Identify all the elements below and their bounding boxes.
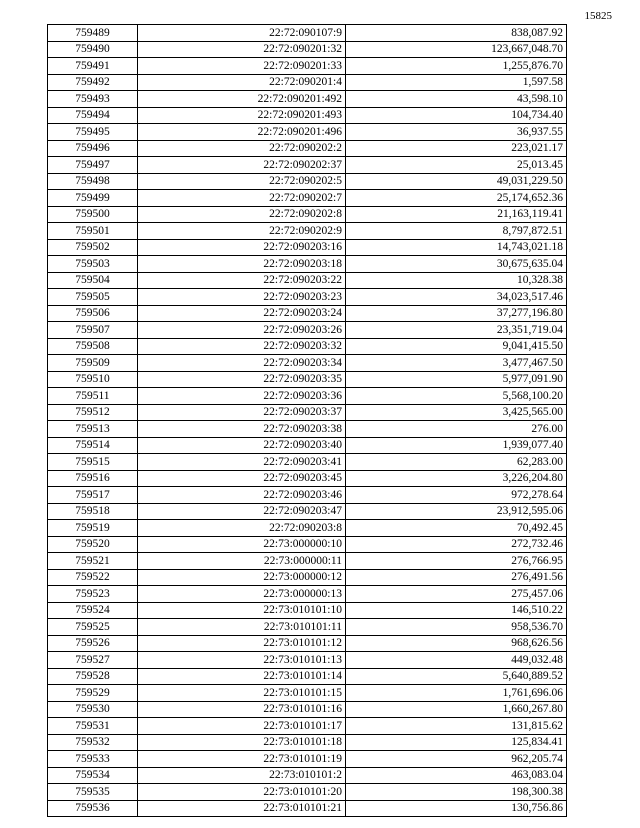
table-row xyxy=(48,586,567,603)
amount-cell: 972,278.64 xyxy=(346,487,567,504)
amount-cell: 36,937.55 xyxy=(346,124,567,141)
amount-cell: 5,977,091.90 xyxy=(346,371,567,388)
row-id-cell: 759519 xyxy=(48,520,138,537)
row-id-cell: 759497 xyxy=(48,157,138,174)
amount-cell: 123,667,048.70 xyxy=(346,41,567,58)
cadastral-number-cell: 22:72:090202:5 xyxy=(138,173,346,190)
table-row xyxy=(48,404,567,421)
amount-cell: 5,568,100.20 xyxy=(346,388,567,405)
row-id-cell: 759524 xyxy=(48,602,138,619)
table-row xyxy=(48,800,567,817)
cadastral-number-cell: 22:72:090203:46 xyxy=(138,487,346,504)
row-id-cell: 759535 xyxy=(48,784,138,801)
cadastral-number-cell: 22:72:090203:22 xyxy=(138,272,346,289)
table-row xyxy=(48,619,567,636)
row-id-cell: 759496 xyxy=(48,140,138,157)
cadastral-number-cell: 22:72:090203:47 xyxy=(138,503,346,520)
cadastral-number-cell: 22:72:090201:33 xyxy=(138,58,346,75)
table-row xyxy=(48,668,567,685)
row-id-cell: 759522 xyxy=(48,569,138,586)
cadastral-number-cell: 22:72:090202:9 xyxy=(138,223,346,240)
row-id-cell: 759529 xyxy=(48,685,138,702)
cadastral-number-cell: 22:73:010101:11 xyxy=(138,619,346,636)
table-row xyxy=(48,437,567,454)
table-row xyxy=(48,536,567,553)
table-row xyxy=(48,173,567,190)
row-id-cell: 759490 xyxy=(48,41,138,58)
cadastral-number-cell: 22:73:010101:12 xyxy=(138,635,346,652)
table-body xyxy=(48,25,567,817)
table-row xyxy=(48,569,567,586)
table-row xyxy=(48,718,567,735)
amount-cell: 962,205.74 xyxy=(346,751,567,768)
amount-cell: 276.00 xyxy=(346,421,567,438)
amount-cell: 276,766.95 xyxy=(346,553,567,570)
cadastral-number-cell: 22:72:090203:32 xyxy=(138,338,346,355)
amount-cell: 10,328.38 xyxy=(346,272,567,289)
table-row xyxy=(48,58,567,75)
cadastral-number-cell: 22:72:090201:496 xyxy=(138,124,346,141)
page-number: 15825 xyxy=(584,10,612,22)
table-row xyxy=(48,652,567,669)
row-id-cell: 759523 xyxy=(48,586,138,603)
amount-cell: 3,425,565.00 xyxy=(346,404,567,421)
amount-cell: 21,163,119.41 xyxy=(346,206,567,223)
row-id-cell: 759492 xyxy=(48,74,138,91)
cadastral-number-cell: 22:72:090203:38 xyxy=(138,421,346,438)
cadastral-number-cell: 22:72:090202:2 xyxy=(138,140,346,157)
cadastral-number-cell: 22:73:010101:21 xyxy=(138,800,346,817)
amount-cell: 223,021.17 xyxy=(346,140,567,157)
amount-cell: 49,031,229.50 xyxy=(346,173,567,190)
cadastral-number-cell: 22:72:090203:23 xyxy=(138,289,346,306)
amount-cell: 1,660,267.80 xyxy=(346,701,567,718)
cadastral-number-cell: 22:72:090201:492 xyxy=(138,91,346,108)
table-row xyxy=(48,272,567,289)
amount-cell: 1,597.58 xyxy=(346,74,567,91)
amount-cell: 1,255,876.70 xyxy=(346,58,567,75)
amount-cell: 14,743,021.18 xyxy=(346,239,567,256)
row-id-cell: 759531 xyxy=(48,718,138,735)
row-id-cell: 759512 xyxy=(48,404,138,421)
row-id-cell: 759508 xyxy=(48,338,138,355)
table-row xyxy=(48,355,567,372)
cadastral-number-cell: 22:73:010101:13 xyxy=(138,652,346,669)
row-id-cell: 759530 xyxy=(48,701,138,718)
cadastral-number-cell: 22:72:090202:37 xyxy=(138,157,346,174)
row-id-cell: 759520 xyxy=(48,536,138,553)
row-id-cell: 759507 xyxy=(48,322,138,339)
row-id-cell: 759504 xyxy=(48,272,138,289)
table-row xyxy=(48,421,567,438)
table-row xyxy=(48,685,567,702)
table-row xyxy=(48,388,567,405)
amount-cell: 34,023,517.46 xyxy=(346,289,567,306)
row-id-cell: 759527 xyxy=(48,652,138,669)
cadastral-number-cell: 22:72:090203:8 xyxy=(138,520,346,537)
amount-cell: 449,032.48 xyxy=(346,652,567,669)
row-id-cell: 759511 xyxy=(48,388,138,405)
amount-cell: 23,912,595.06 xyxy=(346,503,567,520)
row-id-cell: 759516 xyxy=(48,470,138,487)
cadastral-number-cell: 22:73:010101:20 xyxy=(138,784,346,801)
table-row xyxy=(48,503,567,520)
table-row xyxy=(48,305,567,322)
amount-cell: 25,013.45 xyxy=(346,157,567,174)
cadastral-number-cell: 22:72:090203:24 xyxy=(138,305,346,322)
row-id-cell: 759515 xyxy=(48,454,138,471)
table-row xyxy=(48,487,567,504)
amount-cell: 9,041,415.50 xyxy=(346,338,567,355)
table-row xyxy=(48,701,567,718)
row-id-cell: 759521 xyxy=(48,553,138,570)
amount-cell: 104,734.40 xyxy=(346,107,567,124)
row-id-cell: 759503 xyxy=(48,256,138,273)
amount-cell: 3,226,204.80 xyxy=(346,470,567,487)
amount-cell: 5,640,889.52 xyxy=(346,668,567,685)
cadastral-number-cell: 22:72:090203:40 xyxy=(138,437,346,454)
row-id-cell: 759517 xyxy=(48,487,138,504)
amount-cell: 1,939,077.40 xyxy=(346,437,567,454)
table-row xyxy=(48,74,567,91)
amount-cell: 43,598.10 xyxy=(346,91,567,108)
cadastral-number-cell: 22:73:010101:16 xyxy=(138,701,346,718)
amount-cell: 275,457.06 xyxy=(346,586,567,603)
row-id-cell: 759526 xyxy=(48,635,138,652)
row-id-cell: 759536 xyxy=(48,800,138,817)
table-row xyxy=(48,338,567,355)
amount-cell: 30,675,635.04 xyxy=(346,256,567,273)
table-row xyxy=(48,206,567,223)
table-row xyxy=(48,223,567,240)
amount-cell: 70,492.45 xyxy=(346,520,567,537)
row-id-cell: 759509 xyxy=(48,355,138,372)
row-id-cell: 759495 xyxy=(48,124,138,141)
table-row xyxy=(48,140,567,157)
table-row xyxy=(48,454,567,471)
amount-cell: 838,087.92 xyxy=(346,25,567,42)
cadastral-number-cell: 22:72:090203:45 xyxy=(138,470,346,487)
table-row xyxy=(48,289,567,306)
cadastral-number-cell: 22:73:010101:2 xyxy=(138,767,346,784)
cadastral-number-cell: 22:72:090201:4 xyxy=(138,74,346,91)
table-row xyxy=(48,767,567,784)
amount-cell: 1,761,696.06 xyxy=(346,685,567,702)
table-row xyxy=(48,520,567,537)
table-row xyxy=(48,602,567,619)
row-id-cell: 759518 xyxy=(48,503,138,520)
amount-cell: 62,283.00 xyxy=(346,454,567,471)
cadastral-number-cell: 22:73:010101:14 xyxy=(138,668,346,685)
amount-cell: 276,491.56 xyxy=(346,569,567,586)
amount-cell: 25,174,652.36 xyxy=(346,190,567,207)
cadastral-number-cell: 22:72:090201:493 xyxy=(138,107,346,124)
row-id-cell: 759498 xyxy=(48,173,138,190)
cadastral-number-cell: 22:72:090203:26 xyxy=(138,322,346,339)
cadastral-number-cell: 22:72:090203:18 xyxy=(138,256,346,273)
row-id-cell: 759510 xyxy=(48,371,138,388)
row-id-cell: 759533 xyxy=(48,751,138,768)
cadastral-number-cell: 22:73:000000:13 xyxy=(138,586,346,603)
cadastral-number-cell: 22:73:010101:17 xyxy=(138,718,346,735)
amount-cell: 146,510.22 xyxy=(346,602,567,619)
table-row xyxy=(48,734,567,751)
table-row xyxy=(48,784,567,801)
table-row xyxy=(48,635,567,652)
table-row xyxy=(48,256,567,273)
row-id-cell: 759499 xyxy=(48,190,138,207)
row-id-cell: 759505 xyxy=(48,289,138,306)
amount-cell: 37,277,196.80 xyxy=(346,305,567,322)
cadastral-number-cell: 22:72:090202:7 xyxy=(138,190,346,207)
table-row xyxy=(48,91,567,108)
table-row xyxy=(48,190,567,207)
cadastral-number-cell: 22:72:090203:37 xyxy=(138,404,346,421)
table-row xyxy=(48,239,567,256)
amount-cell: 968,626.56 xyxy=(346,635,567,652)
cadastral-number-cell: 22:72:090203:36 xyxy=(138,388,346,405)
table-row xyxy=(48,124,567,141)
cadastral-number-cell: 22:72:090203:16 xyxy=(138,239,346,256)
row-id-cell: 759528 xyxy=(48,668,138,685)
row-id-cell: 759534 xyxy=(48,767,138,784)
row-id-cell: 759532 xyxy=(48,734,138,751)
amount-cell: 3,477,467.50 xyxy=(346,355,567,372)
cadastral-number-cell: 22:73:010101:15 xyxy=(138,685,346,702)
table-row xyxy=(48,25,567,42)
cadastral-number-cell: 22:73:000000:11 xyxy=(138,553,346,570)
cadastral-number-cell: 22:73:000000:12 xyxy=(138,569,346,586)
cadastral-table xyxy=(47,24,567,817)
table-row xyxy=(48,470,567,487)
table-row xyxy=(48,107,567,124)
amount-cell: 198,300.38 xyxy=(346,784,567,801)
row-id-cell: 759513 xyxy=(48,421,138,438)
table-row xyxy=(48,553,567,570)
cadastral-number-cell: 22:72:090203:34 xyxy=(138,355,346,372)
amount-cell: 8,797,872.51 xyxy=(346,223,567,240)
cadastral-number-cell: 22:73:000000:10 xyxy=(138,536,346,553)
row-id-cell: 759514 xyxy=(48,437,138,454)
row-id-cell: 759491 xyxy=(48,58,138,75)
cadastral-number-cell: 22:72:090107:9 xyxy=(138,25,346,42)
amount-cell: 23,351,719.04 xyxy=(346,322,567,339)
row-id-cell: 759502 xyxy=(48,239,138,256)
cadastral-number-cell: 22:72:090202:8 xyxy=(138,206,346,223)
row-id-cell: 759506 xyxy=(48,305,138,322)
table-row xyxy=(48,41,567,58)
cadastral-number-cell: 22:72:090203:35 xyxy=(138,371,346,388)
cadastral-number-cell: 22:73:010101:19 xyxy=(138,751,346,768)
amount-cell: 130,756.86 xyxy=(346,800,567,817)
row-id-cell: 759494 xyxy=(48,107,138,124)
table-row xyxy=(48,322,567,339)
cadastral-number-cell: 22:73:010101:10 xyxy=(138,602,346,619)
table-row xyxy=(48,751,567,768)
row-id-cell: 759501 xyxy=(48,223,138,240)
cadastral-number-cell: 22:72:090203:41 xyxy=(138,454,346,471)
row-id-cell: 759500 xyxy=(48,206,138,223)
row-id-cell: 759525 xyxy=(48,619,138,636)
table-row xyxy=(48,157,567,174)
cadastral-number-cell: 22:73:010101:18 xyxy=(138,734,346,751)
amount-cell: 272,732.46 xyxy=(346,536,567,553)
amount-cell: 958,536.70 xyxy=(346,619,567,636)
amount-cell: 131,815.62 xyxy=(346,718,567,735)
row-id-cell: 759489 xyxy=(48,25,138,42)
amount-cell: 463,083.04 xyxy=(346,767,567,784)
table-row xyxy=(48,371,567,388)
row-id-cell: 759493 xyxy=(48,91,138,108)
amount-cell: 125,834.41 xyxy=(346,734,567,751)
cadastral-number-cell: 22:72:090201:32 xyxy=(138,41,346,58)
